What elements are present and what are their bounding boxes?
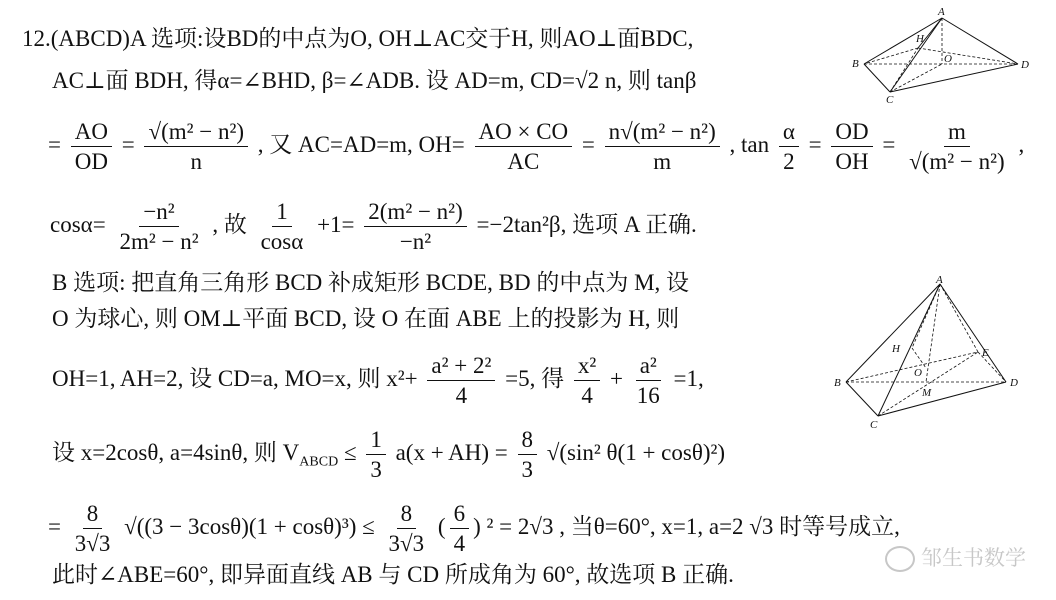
- fig2-label-D: D: [1010, 377, 1018, 389]
- fraction: $\frac{\text{a² + 2²}}{4}$: [427, 352, 495, 409]
- fig2-label-H: H: [892, 343, 900, 355]
- fraction: $\frac{6}{4}$: [450, 500, 470, 557]
- fig2-label-M: M: [922, 387, 932, 399]
- watermark: 邹生书数学: [885, 542, 1026, 572]
- fig1-label-C: C: [886, 94, 894, 104]
- fraction: $\frac{1}{3}$: [366, 426, 386, 483]
- fraction: $\frac{OD}{OH}$: [831, 118, 872, 175]
- fraction: $\frac{AO \times CO}{AC}$: [475, 118, 573, 175]
- solution-line-7: OH=1, AH=2, 设 CD=a, MO=x, 则 x²+ $\frac{\text{a² + 2²}}{4}$ =5, 得 $\frac{\text{x²}}{4}$ + $\frac{\text{a²}}{16}$ =1,: [52, 353, 704, 408]
- wechat-icon: [885, 546, 915, 572]
- fig2-label-E: E: [982, 347, 989, 359]
- fig2-label-O: O: [914, 367, 922, 379]
- fraction: $\frac{\text{x²}}{4}$: [574, 352, 600, 409]
- fraction: $\frac{\text{−n²}}{\text{2m² − n²}}$: [119, 199, 199, 254]
- fig1-label-B: B: [852, 58, 859, 70]
- fraction: $\frac{\text{√(m² − n²)}}{n}$: [144, 118, 248, 175]
- fig2-label-B: B: [834, 377, 841, 389]
- solution-line-8: 设 x=2cosθ, a=4sinθ, 则 $V_{ABCD}$ ≤ $\frac{1}{3}$ a(x + AH) = $\frac{8}{3}$ √(sin² θ(1 + cosθ)²): [52, 427, 726, 482]
- fig1-label-A: A: [938, 6, 945, 18]
- fraction: $\frac{AO}{OD}$: [71, 118, 112, 175]
- fraction: $\frac{m}{\text{√(m² − n²)}}$: [909, 119, 1005, 174]
- solution-line-6: O 为球心, 则 OM⊥平面 BCD, 设 O 在面 ABE 上的投影为 H, 则: [52, 306, 680, 331]
- tetrahedron-figure-1: [846, 4, 1036, 104]
- fraction: $\frac{\text{a²}}{16}$: [636, 353, 660, 408]
- fraction: $\frac{\text{n√(m² − n²)}}{m}$: [605, 118, 720, 175]
- fig1-label-O: O: [944, 53, 952, 65]
- fig1-label-H: H: [916, 33, 924, 45]
- fraction: $\frac{1}{\cos\alpha}$: [260, 199, 304, 254]
- solution-line-4: cosα= $\frac{\text{−n²}}{\text{2m² − n²}}$ , 故 $\frac{1}{\cos\alpha}$ +1= $\frac{\text{2(m² − n²)}}{\text{−n²}}$ =−2tan²β, 选项 A 正确.: [50, 199, 697, 254]
- pyramid-figure-2: [830, 276, 1030, 432]
- solution-line-1: 12.(ABCD)A 选项:设BD的中点为O, OH⊥AC交于H, 则AO⊥面BDC,: [22, 26, 694, 51]
- fraction: $\frac{8}{3√3}$: [388, 501, 425, 556]
- fraction: $\frac{\alpha}{2}$: [779, 118, 799, 175]
- fig2-label-A: A: [936, 276, 943, 286]
- solution-line-3: = $\frac{AO}{OD}$ = $\frac{\text{√(m² − n²)}}{n}$ , 又 AC=AD=m, OH= $\frac{AO \times CO}{AC}$ = $\frac{\text{n√(m² − n²)}}{m}$ , tan $\frac{\alpha}{2}$ = $\frac{OD}{OH}$ = $\frac{m}{\text{√(m² − n²)}}$ ,: [48, 119, 1025, 174]
- solution-line-9: = $\frac{8}{3√3}$ √((3 − 3cosθ)(1 + cosθ)³) ≤ $\frac{8}{3√3}$ ( $\frac{6}{4}$ ) ² = 2√3 , 当θ=60°, x=1, a=2 √3 时等号成立,: [48, 501, 900, 556]
- fraction: $\frac{\text{2(m² − n²)}}{\text{−n²}}$: [364, 198, 466, 255]
- solution-line-2: AC⊥面 BDH, 得α=∠BHD, β=∠ADB. 设 AD=m, CD=√2 n, 则 tanβ: [52, 68, 697, 93]
- fig1-label-D: D: [1021, 59, 1029, 71]
- fig2-label-C: C: [870, 419, 878, 431]
- solution-line-10: 此时∠ABE=60°, 即异面直线 AB 与 CD 所成角为 60°, 故选项 B 正确.: [52, 562, 734, 587]
- fraction: $\frac{8}{3}$: [518, 426, 538, 483]
- fraction: $\frac{8}{3√3}$: [74, 501, 111, 556]
- solution-line-5: B 选项: 把直角三角形 BCD 补成矩形 BCDE, BD 的中点为 M, 设: [52, 270, 690, 295]
